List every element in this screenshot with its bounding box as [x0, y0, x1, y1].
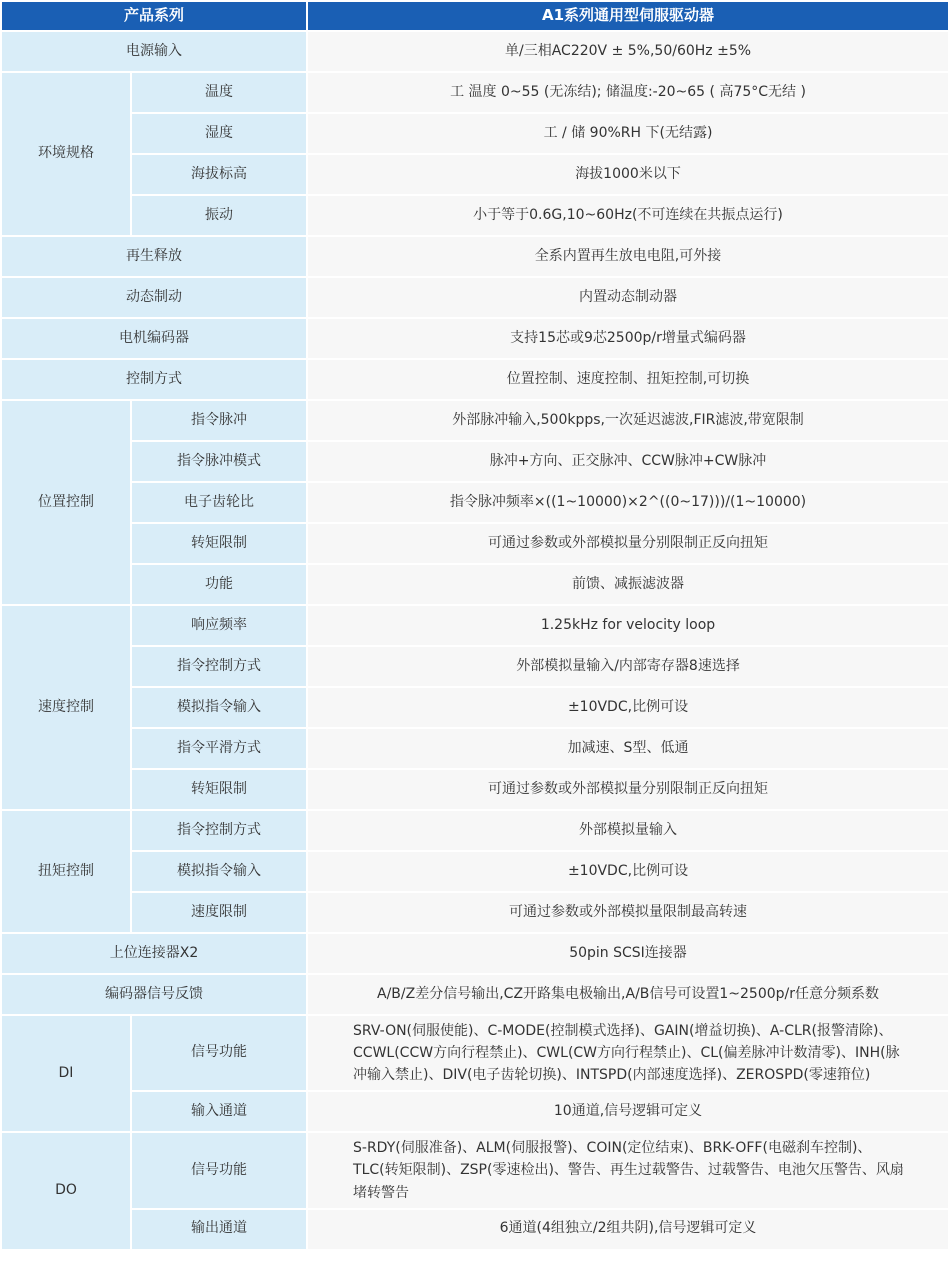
spec-label: 控制方式 — [2, 360, 306, 399]
spec-value: 前馈、减振滤波器 — [308, 565, 948, 604]
sub-label: 指令脉冲 — [132, 401, 306, 440]
spec-row — [2, 155, 948, 194]
group-label: 速度控制 — [2, 606, 130, 809]
sub-label: 模拟指令输入 — [132, 688, 306, 727]
spec-label: 电机编码器 — [2, 319, 306, 358]
spec-row — [2, 688, 948, 727]
group-label: 位置控制 — [2, 401, 130, 604]
spec-value: ±10VDC,比例可设 — [308, 688, 948, 727]
spec-row — [2, 196, 948, 235]
spec-row — [2, 73, 948, 112]
group-label: 扭矩控制 — [2, 811, 130, 932]
spec-body — [2, 32, 948, 1249]
spec-value: 内置动态制动器 — [308, 278, 948, 317]
spec-value: SRV-ON(伺服使能)、C-MODE(控制模式选择)、GAIN(增益切换)、A-CLR(报警清除)、CCWL(CCW方向行程禁止)、CWL(CW方向行程禁止)、CL(偏差脉冲计数清零)、INH(脉冲输入禁止)、DIV(电子齿轮切换)、INTSPD(内部速度选择)、ZEROSPD(零速箝位) — [308, 1016, 948, 1090]
spec-value: 6通道(4组独立/2组共阴),信号逻辑可定义 — [308, 1210, 948, 1249]
sub-label: 信号功能 — [132, 1133, 306, 1207]
sub-label: 指令脉冲模式 — [132, 442, 306, 481]
spec-row — [2, 606, 948, 645]
sub-label: 转矩限制 — [132, 524, 306, 563]
spec-row — [2, 1092, 948, 1131]
spec-label: 上位连接器X2 — [2, 934, 306, 973]
sub-label: 信号功能 — [132, 1016, 306, 1090]
spec-row — [2, 934, 948, 973]
sub-label: 转矩限制 — [132, 770, 306, 809]
sub-label: 指令控制方式 — [132, 647, 306, 686]
spec-value: 单/三相AC220V ± 5%,50/60Hz ±5% — [308, 32, 948, 71]
spec-value: 可通过参数或外部模拟量分别限制正反向扭矩 — [308, 524, 948, 563]
spec-row — [2, 647, 948, 686]
sub-label: 振动 — [132, 196, 306, 235]
spec-label: 再生释放 — [2, 237, 306, 276]
sub-label: 指令控制方式 — [132, 811, 306, 850]
spec-row — [2, 811, 948, 850]
spec-row — [2, 1016, 948, 1090]
spec-value: S-RDY(伺服准备)、ALM(伺服报警)、COIN(定位结束)、BRK-OFF(电磁刹车控制)、TLC(转矩限制)、ZSP(零速检出)、警告、再生过载警告、过载警告、电池欠压警告、风扇堵转警告 — [308, 1133, 948, 1207]
sub-label: 模拟指令输入 — [132, 852, 306, 891]
spec-value: 50pin SCSI连接器 — [308, 934, 948, 973]
group-label: DI — [2, 1016, 130, 1131]
spec-row — [2, 893, 948, 932]
spec-row — [2, 114, 948, 153]
header-product-series: 产品系列 — [2, 2, 306, 30]
spec-row — [2, 237, 948, 276]
spec-value: ±10VDC,比例可设 — [308, 852, 948, 891]
spec-value: 外部模拟量输入/内部寄存器8速选择 — [308, 647, 948, 686]
spec-row — [2, 524, 948, 563]
sub-label: 温度 — [132, 73, 306, 112]
spec-value: 外部脉冲输入,500kpps,一次延迟滤波,FIR滤波,带宽限制 — [308, 401, 948, 440]
sub-label: 输出通道 — [132, 1210, 306, 1249]
sub-label: 输入通道 — [132, 1092, 306, 1131]
spec-row — [2, 442, 948, 481]
header-row — [2, 2, 948, 30]
group-label: DO — [2, 1133, 130, 1248]
spec-value: 外部模拟量输入 — [308, 811, 948, 850]
sub-label: 海拔标高 — [132, 155, 306, 194]
spec-value: 支持15芯或9芯2500p/r增量式编码器 — [308, 319, 948, 358]
spec-value: 1.25kHz for velocity loop — [308, 606, 948, 645]
group-label: 环境规格 — [2, 73, 130, 235]
spec-row — [2, 1133, 948, 1207]
spec-row — [2, 401, 948, 440]
spec-row — [2, 319, 948, 358]
spec-row — [2, 483, 948, 522]
spec-value: 工 / 储 90%RH 下(无结露) — [308, 114, 948, 153]
spec-row — [2, 32, 948, 71]
spec-row — [2, 360, 948, 399]
spec-row — [2, 852, 948, 891]
spec-value: 可通过参数或外部模拟量分别限制正反向扭矩 — [308, 770, 948, 809]
spec-value: A/B/Z差分信号输出,CZ开路集电极输出,A/B信号可设置1~2500p/r任意分频系数 — [308, 975, 948, 1014]
sub-label: 功能 — [132, 565, 306, 604]
spec-value: 全系内置再生放电电阻,可外接 — [308, 237, 948, 276]
spec-value: 位置控制、速度控制、扭矩控制,可切换 — [308, 360, 948, 399]
spec-label: 编码器信号反馈 — [2, 975, 306, 1014]
spec-row — [2, 565, 948, 604]
spec-row — [2, 278, 948, 317]
header-model-name: A1系列通用型伺服驱动器 — [308, 2, 948, 30]
spec-label: 动态制动 — [2, 278, 306, 317]
spec-value: 10通道,信号逻辑可定义 — [308, 1092, 948, 1131]
sub-label: 指令平滑方式 — [132, 729, 306, 768]
spec-value: 海拔1000米以下 — [308, 155, 948, 194]
spec-value: 加减速、S型、低通 — [308, 729, 948, 768]
spec-row — [2, 1210, 948, 1249]
sub-label: 湿度 — [132, 114, 306, 153]
spec-value: 可通过参数或外部模拟量限制最高转速 — [308, 893, 948, 932]
spec-label: 电源输入 — [2, 32, 306, 71]
sub-label: 响应频率 — [132, 606, 306, 645]
spec-row — [2, 770, 948, 809]
spec-row — [2, 729, 948, 768]
sub-label: 速度限制 — [132, 893, 306, 932]
sub-label: 电子齿轮比 — [132, 483, 306, 522]
spec-value: 指令脉冲频率×((1~10000)×2^((0~17)))/(1~10000) — [308, 483, 948, 522]
spec-value: 工 温度 0~55 (无冻结); 储温度:-20~65 ( 高75°C无结 ) — [308, 73, 948, 112]
spec-value: 小于等于0.6G,10~60Hz(不可连续在共振点运行) — [308, 196, 948, 235]
spec-row — [2, 975, 948, 1014]
spec-value: 脉冲+方向、正交脉冲、CCW脉冲+CW脉冲 — [308, 442, 948, 481]
